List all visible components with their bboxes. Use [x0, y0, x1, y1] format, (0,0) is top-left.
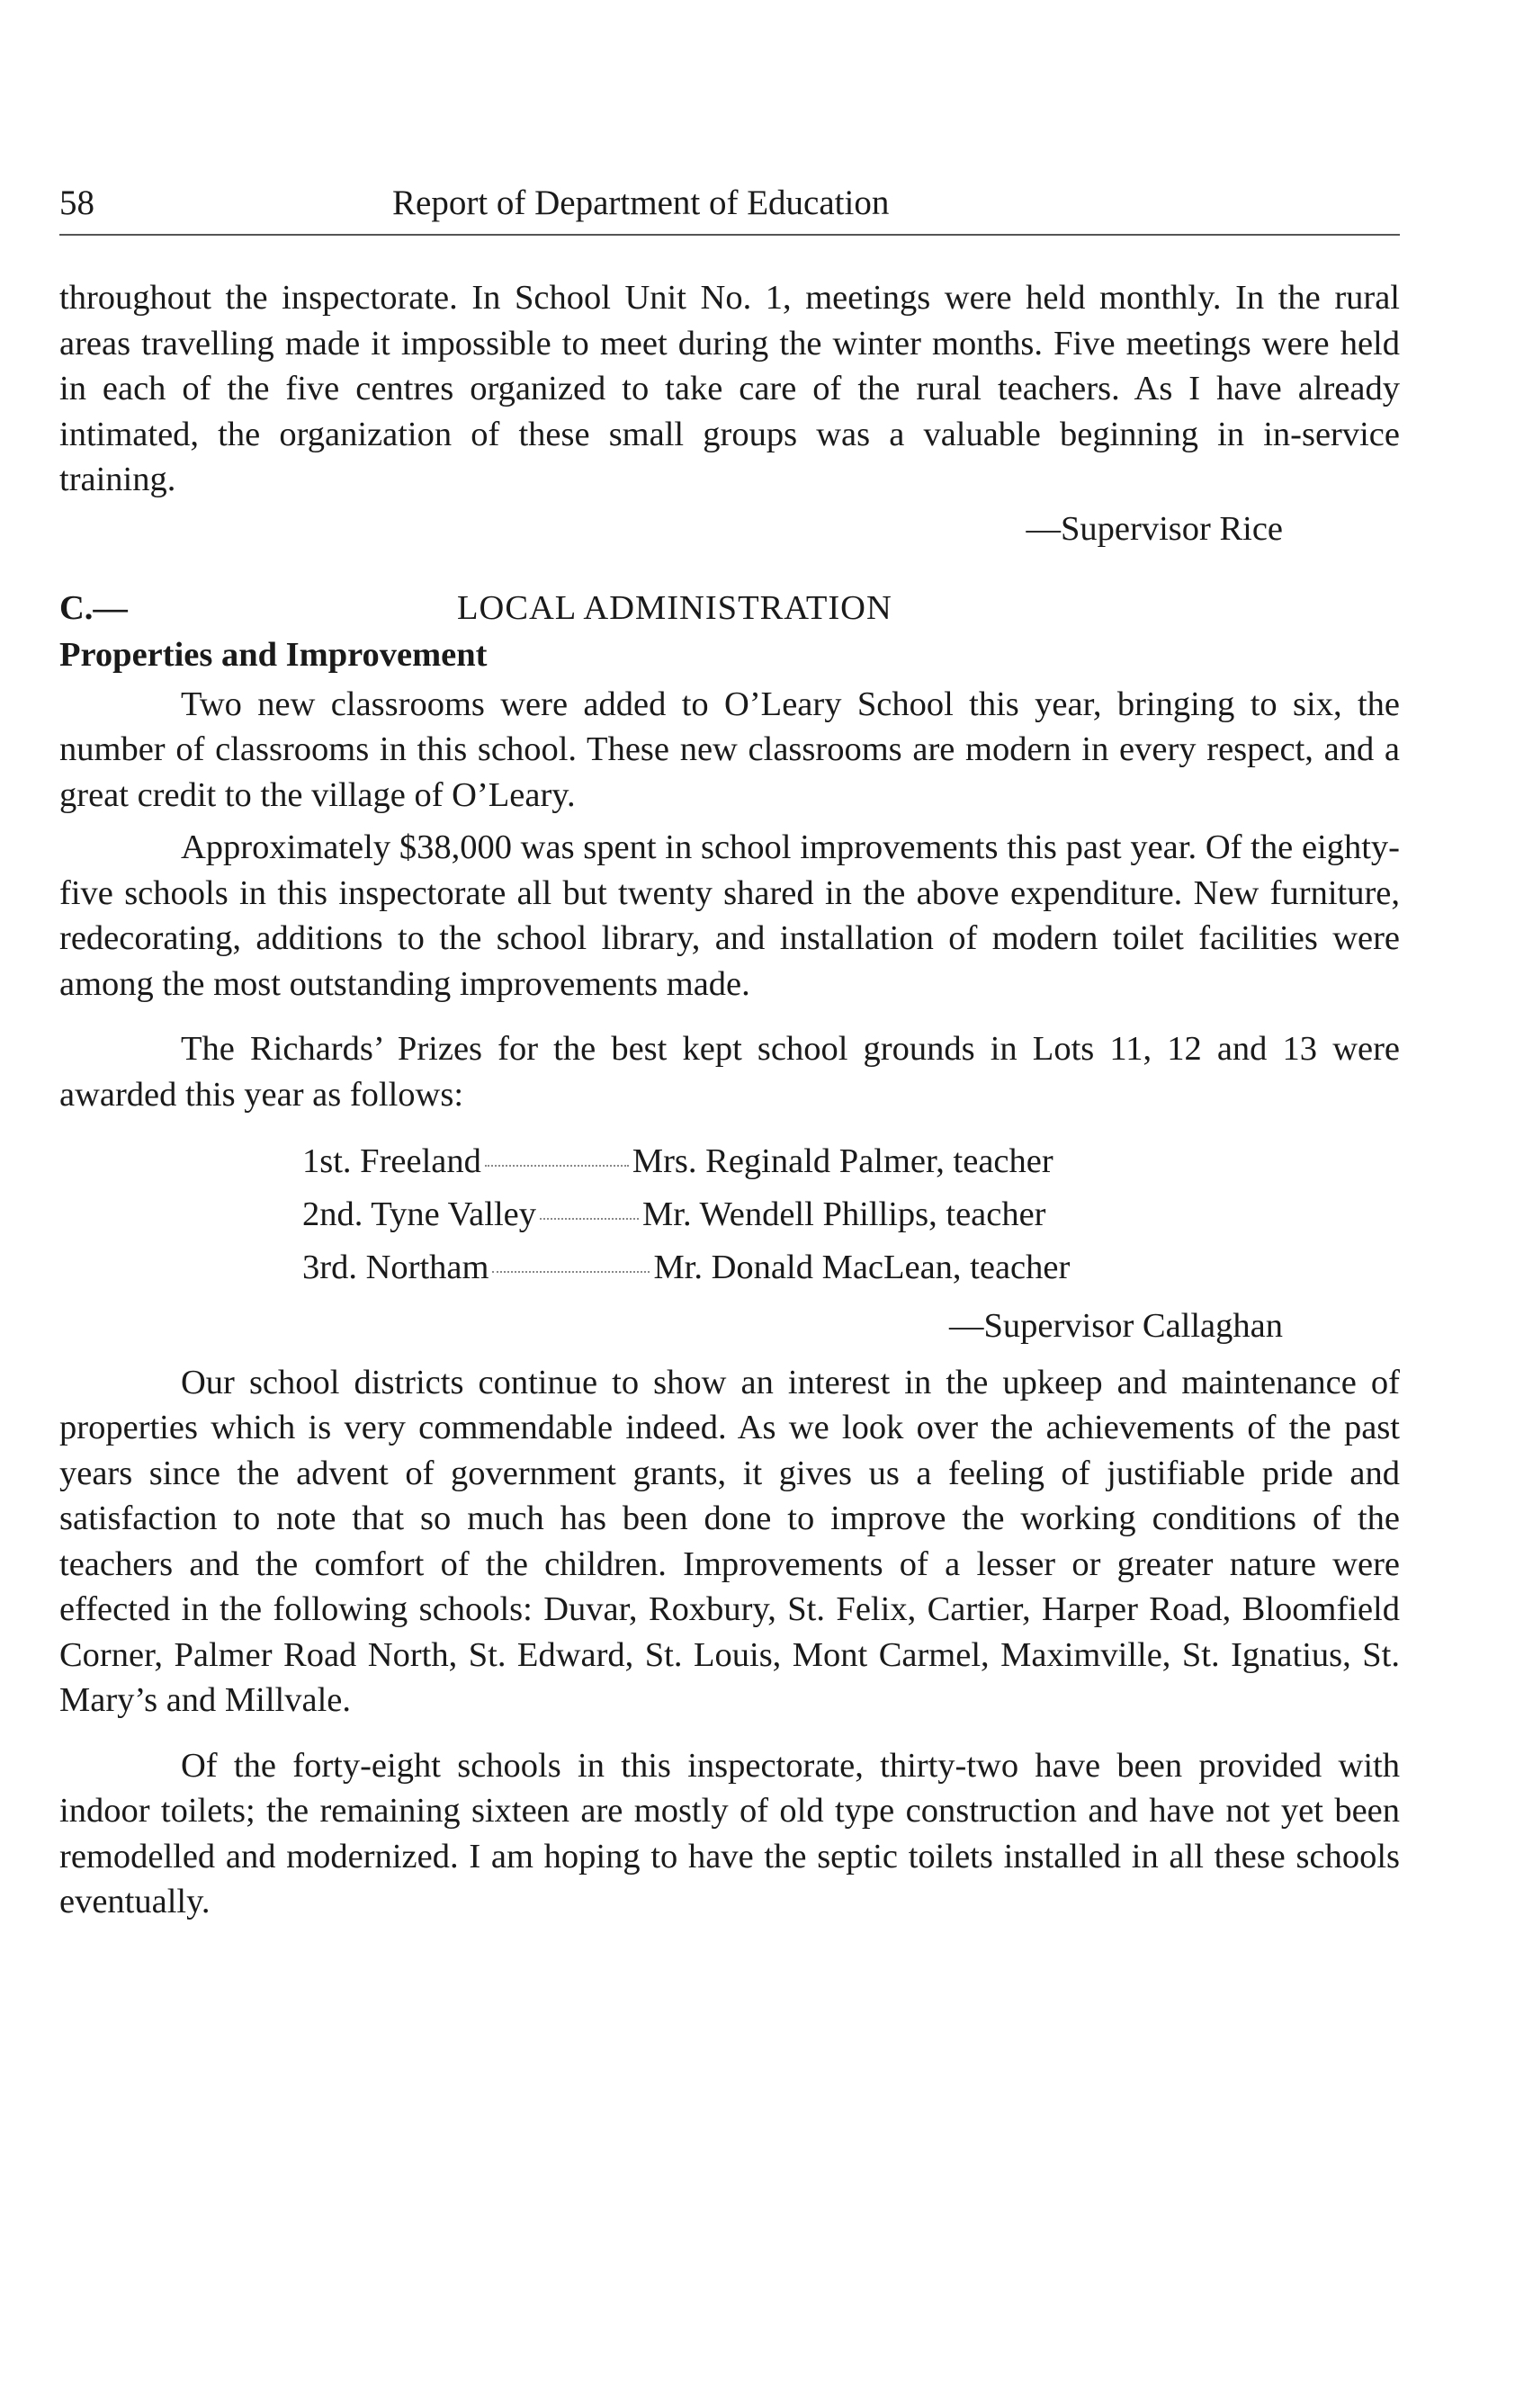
dot-leader	[492, 1271, 650, 1273]
section-title: LOCAL ADMINISTRATION	[457, 589, 892, 627]
prize-winner: Mr. Wendell Phillips, teacher	[642, 1195, 1046, 1233]
paragraph-intro: throughout the inspectorate. In School Unit No. 1, meetings were held monthly. In the rural areas travelling made it impossible to meet during the winter months. Five meetings were held in each of the five centres organized to take care of the rural teachers. As I have already intimated, the organization of these small groups was a valuable beginning in in-service training.	[59, 279, 1400, 498]
page-header	[59, 178, 1400, 228]
paragraph-approximately: Approximately $38,000 was spent in school improvements this past year. Of the eighty-five schools in this inspectorate all but twenty shared in the above expenditure. New furniture, redecorating, additions to the school library, and installation of modern toilet facilities were among the most outstanding improvements made.	[59, 828, 1400, 1003]
dot-leader	[540, 1218, 639, 1220]
prize-winner: Mr. Donald MacLean, teacher	[653, 1249, 1071, 1286]
prize-place: 2nd. Tyne Valley	[302, 1195, 537, 1233]
signature-callaghan: —Supervisor Callaghan	[948, 1307, 1283, 1345]
dot-leader	[485, 1165, 629, 1167]
paragraph-forty-eight: Of the forty-eight schools in this inspectorate, thirty-two have been provided with indoor toilets; the remaining sixteen are mostly of old type construction and have not yet been remodelled and modernized. I am hoping to have the septic toilets installed in all these schools eventually.	[59, 1746, 1400, 1920]
running-title: Report of Department of Education	[392, 184, 890, 222]
prize-winner: Mrs. Reginald Palmer, teacher	[632, 1142, 1053, 1180]
prize-row	[302, 1135, 1346, 1188]
header-rule	[59, 234, 1400, 236]
section-heading	[59, 584, 1400, 632]
page-body	[59, 275, 1400, 1925]
paragraph-oleary: Two new classrooms were added to O’Leary School this year, bringing to six, the number of classrooms in this school. These new classrooms are modern in every respect, and a great credit to the village of O’Leary.	[59, 685, 1400, 814]
paragraph-richards-prizes: The Richards’ Prizes for the best kept school grounds in Lots 11, 12 and 13 were awarded this year as follows:	[59, 1030, 1400, 1114]
prize-row	[302, 1241, 1346, 1294]
subheading: Properties and Improvement	[59, 636, 488, 674]
section-letter: C.—	[59, 589, 128, 627]
prize-place: 1st. Freeland	[302, 1142, 481, 1180]
prize-list	[302, 1135, 1346, 1294]
prize-row	[302, 1188, 1346, 1241]
signature-rice: —Supervisor Rice	[1026, 509, 1283, 548]
paragraph-districts: Our school districts continue to show an interest in the upkeep and maintenance of properties which is very commendable indeed. As we look over the achievements of the past years since the advent of government grants, it gives us a feeling of justifiable pride and satisfaction to note that so much has been done to improve the working conditions of the teachers and the comfort of the children. Improvements of a lesser or greater nature were effected in the following schools: Duvar, Roxbury, St. Felix, Cartier, Harper Road, Bloomfield Corner, Palmer Road North, St. Edward, St. Louis, Mont Carmel, Maximville, St. Ignatius, St. Mary’s and Millvale.	[59, 1363, 1400, 1719]
page-number: 58	[59, 184, 94, 222]
prize-place: 3rd. Northam	[302, 1249, 489, 1286]
